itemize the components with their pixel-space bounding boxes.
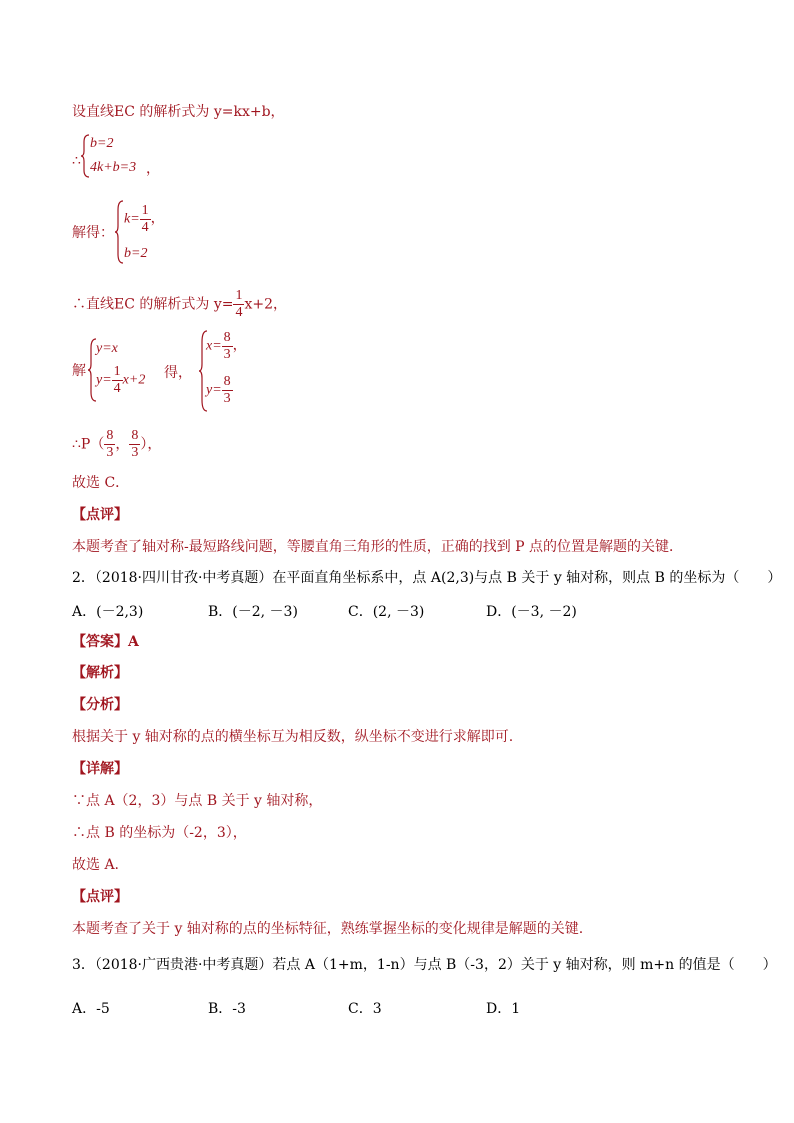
q3-option-d: D．1 [486, 1001, 521, 1017]
system4-y: y= $\frac{8}{3}$ [206, 374, 231, 406]
q2-review-text: 本题考查了关于 y 轴对称的点的坐标特征，熟练掌握坐标的变化规律是解题的关键. [72, 921, 584, 937]
line-ec-intro: 设直线EC 的解析式为 y=kx+b， [72, 104, 285, 120]
q2-detail-header: 【详解】 [72, 761, 128, 777]
solve-prefix: 解 [72, 363, 86, 379]
de-text: 得， [164, 366, 192, 381]
system1-eq1: b=2 [90, 136, 114, 151]
system3-eq2: y= $\frac{1}{4}$ x+2 [96, 364, 146, 396]
q2-detail-2: ∴点 B 的坐标为（-2，3）， [72, 825, 247, 841]
system-brace [80, 134, 90, 178]
q2-analysis-header: 【解析】 [72, 665, 128, 681]
system2-b: b=2 [124, 246, 148, 261]
q2-fenxi-header: 【分析】 [72, 697, 128, 713]
q3-option-c: C．3 [348, 1001, 382, 1017]
q2-detail-3: 故选 A. [72, 857, 120, 873]
system3-eq1: y=x [96, 341, 118, 356]
choose-answer: 故选 C． [72, 475, 130, 491]
solve-label: 解得： [72, 225, 114, 241]
system2-k: k= $\frac{1}{4}$ ， [124, 203, 165, 235]
q2-option-d: D．(－3, －2) [486, 604, 577, 620]
therefore-symbol: ∴ [72, 153, 81, 169]
question-2-stem: 2．（2018·四川甘孜·中考真题）在平面直角坐标系中，点 A(2,3)与点 B 关于 y 轴对称，则点 B 的坐标为（ ） [72, 570, 782, 586]
system1-eq2: 4k+b=3 [90, 160, 137, 175]
q2-option-a: A．(－2,3) [72, 604, 144, 620]
line-ec-result: ∴直线EC 的解析式为 y= $\frac{1}{4}$ x+2， [72, 288, 288, 320]
q2-option-b: B．(－2, －3) [208, 604, 298, 620]
question-3-stem: 3．（2018·广西贵港·中考真题）若点 A（1+m，1-n）与点 B（-3，2）关于 y 轴对称，则 m+n 的值是（ ） [72, 957, 777, 973]
system4-x: x= $\frac{8}{3}$ ， [206, 330, 247, 362]
review-header: 【点评】 [72, 507, 128, 523]
system-brace [114, 200, 124, 264]
q2-answer: 【答案】A [72, 634, 139, 650]
q2-review-header: 【点评】 [72, 889, 128, 905]
q2-option-c: C．(2, －3) [348, 604, 425, 620]
q3-option-a: A．-5 [72, 1001, 110, 1017]
q3-option-b: B．-3 [208, 1001, 246, 1017]
q2-fenxi-text: 根据关于 y 轴对称的点的横坐标互为相反数，纵坐标不变进行求解即可. [72, 729, 514, 745]
q2-detail-1: ∵点 A（2，3）与点 B 关于 y 轴对称， [72, 793, 323, 809]
point-p: ∴P（ $\frac{8}{3}$ ， $\frac{8}{3}$ ）， [72, 428, 162, 460]
review-text: 本题考查了轴对称-最短路线问题，等腰直角三角形的性质，正确的找到 P 点的位置是解题的关键． [72, 539, 684, 555]
comma: ， [146, 162, 160, 177]
